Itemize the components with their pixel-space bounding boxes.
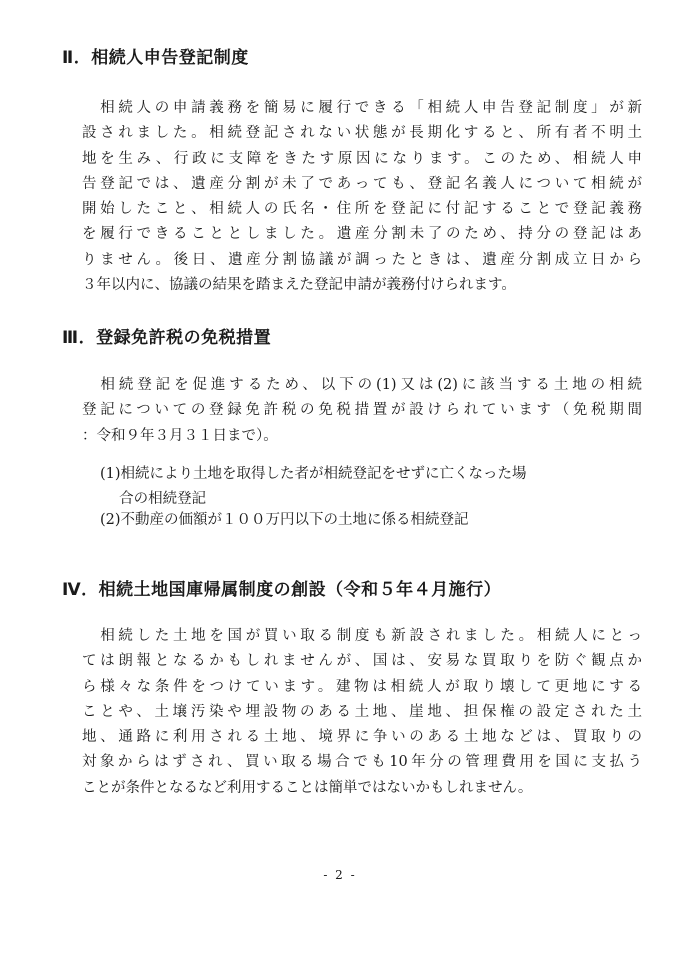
section-3-heading: Ⅲ．登録免許税の免税措置 (62, 328, 272, 348)
list-item-line: (2)不動産の価額が１００万円以下の土地に係る相続登記 (100, 512, 469, 528)
paragraph-line: 相続した土地を国が買い取る制度も新設されました。相続人にとっ (82, 628, 642, 644)
paragraph-line: を履行できることとしました。遺産分割未了のため、持分の登記はあ (82, 226, 642, 243)
paragraph-line: 設されました。相続登記されない状態が長期化すると、所有者不明土 (82, 125, 642, 142)
paragraph-line: 告登記では、遺産分割が未了であっても、登記名義人について相続が (82, 175, 642, 192)
section-4-paragraph (82, 624, 642, 801)
paragraph-line: ことが条件となるなど利用することは簡単ではないかもしれません。 (82, 779, 533, 796)
section-3-paragraph (82, 373, 642, 449)
paragraph-line: ては朗報となるかもしれませんが、国は、安易な買取りを防ぐ観点か (82, 653, 642, 670)
paragraph-line: 開始したこと、相続人の氏名・住所を登記に付記することで登記義務 (82, 201, 642, 218)
list-item-line: 合の相続登記 (100, 491, 207, 508)
list-item-2 (100, 508, 469, 533)
paragraph-line: ：令和９年３月３１日まで）。 (82, 427, 278, 444)
paragraph-line: りません。後日、遺産分割協議が調ったときは、遺産分割成立日から (82, 251, 642, 268)
page-number: - 2 - (323, 868, 357, 882)
paragraph-line: 登記についての登録免許税の免税措置が設けられています（免税期間 (82, 402, 642, 419)
section-4-heading: Ⅳ．相続土地国庫帰属制度の創設（令和５年４月施行） (62, 580, 502, 600)
paragraph-line: 地、通路に利用される土地、境界に争いのある土地などは、買取りの (82, 729, 642, 746)
paragraph-line: 地を生み、行政に支障をきたす原因になります。このため、相続人申 (82, 150, 642, 167)
paragraph-line: ら様々な条件をつけています。建物は相続人が取り壊して更地にする (82, 678, 642, 695)
section-2-heading: Ⅱ．相続人申告登記制度 (62, 48, 249, 68)
paragraph-line: 相続登記を促進するため、以下の(1)又は(2)に該当する土地の相続 (82, 377, 642, 393)
section-2-paragraph (82, 96, 642, 298)
paragraph-line: 相続人の申請義務を簡易に履行できる「相続人申告登記制度」が新 (82, 100, 642, 116)
list-item-line: (1)相続により土地を取得した者が相続登記をせずに亡くなった場 (100, 466, 527, 482)
list-item-1 (100, 462, 527, 513)
paragraph-line: ことや、土壌汚染や埋設物のある土地、崖地、担保権の設定された土 (82, 703, 642, 720)
paragraph-line: 対象からはずされ、買い取る場合でも10年分の管理費用を国に支払う (82, 754, 642, 771)
paragraph-line: ３年以内に、協議の結果を踏まえた登記申請が義務付けられます。 (82, 277, 516, 294)
